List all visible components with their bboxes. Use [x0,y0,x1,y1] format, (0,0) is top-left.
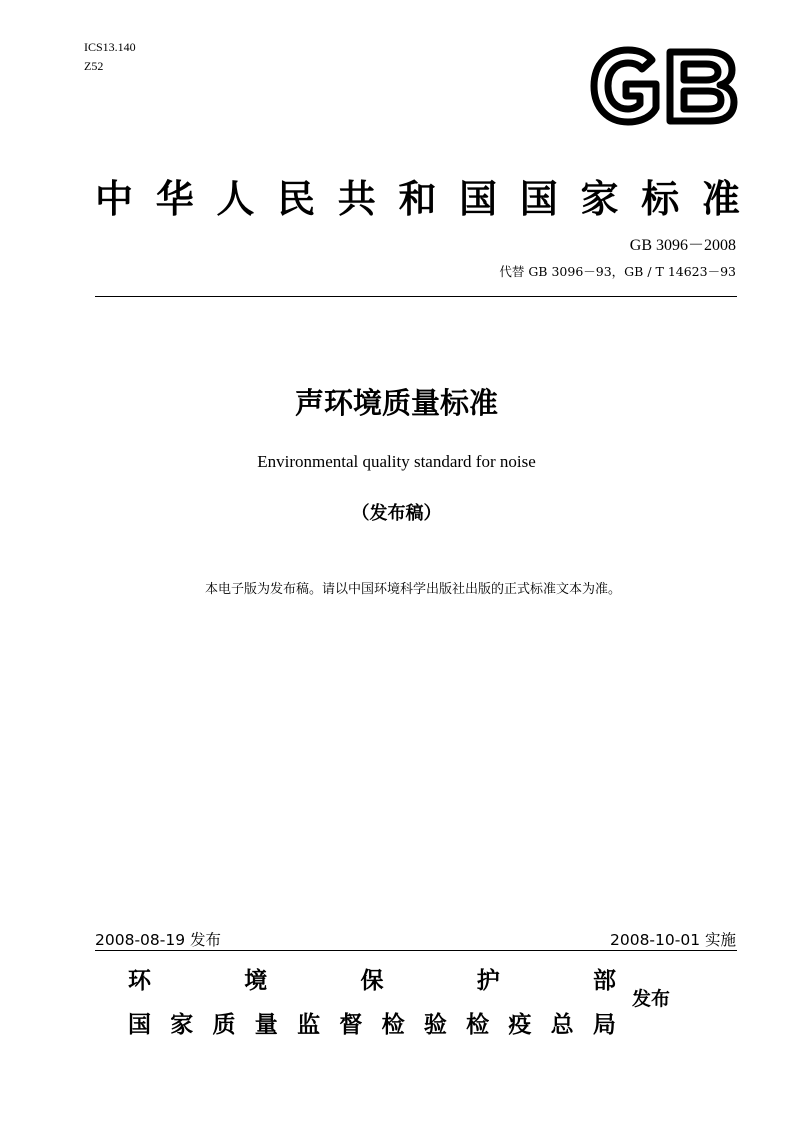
issuer-char: 护 [476,968,500,994]
issuer-char: 监 [297,1012,321,1038]
ics-code: ICS13.140 [84,40,136,54]
draft-label: （发布稿） [351,503,442,524]
top-divider [95,296,737,297]
standard-number: GB 3096－2008 [629,237,736,254]
issuer-char: 境 [244,968,268,994]
edition-note: 本电子版为发布稿。请以中国环境科学出版社出版的正式标准文本为准。 [204,582,621,597]
issuer-char: 检 [381,1012,405,1038]
title-char: 标 [641,177,680,221]
implementation-date: 2008-10-01 实施 [609,931,736,949]
title-char: 国 [519,177,558,221]
issuer-char: 保 [360,968,384,994]
issuer-aqsiq [128,1006,616,1039]
replaces-note: 代替 GB 3096－93，GB / T 14623－93 [499,264,736,279]
issuer-char: 督 [339,1012,363,1038]
issuer-char: 局 [592,1012,616,1038]
bottom-divider [95,950,737,951]
issuer-char: 部 [593,968,616,994]
publication-date: 2008-08-19 发布 [95,931,222,949]
issuer-char: 国 [128,1012,151,1038]
title-char: 民 [277,177,316,221]
issuer-ministry [128,962,616,995]
issuer-char: 环 [128,968,151,994]
title-char: 中 [95,177,134,221]
issuer-char: 量 [254,1012,278,1038]
issuer-char: 疫 [508,1012,532,1038]
classification-code: Z52 [84,59,104,73]
gb-logo-icon [590,46,738,126]
title-char: 家 [580,177,619,221]
issuer-char: 质 [212,1012,236,1038]
issuer-char: 检 [466,1012,490,1038]
issuer-char: 总 [550,1012,574,1038]
issuer-char: 验 [423,1012,447,1038]
logo-text: GB [590,46,592,47]
document-title-cn: 声环境质量标准 [294,386,498,420]
issuer-char: 家 [170,1012,194,1038]
national-standard-title [95,168,740,223]
title-char: 国 [459,177,498,221]
document-title-en: Environmental quality standard for noise [257,452,536,471]
document-codes [84,38,136,76]
issued-label: 发布 [632,988,671,1010]
title-char: 准 [701,177,740,221]
title-char: 共 [337,177,376,221]
title-char: 和 [398,177,437,221]
title-char: 华 [155,177,194,221]
title-char: 人 [216,177,255,221]
